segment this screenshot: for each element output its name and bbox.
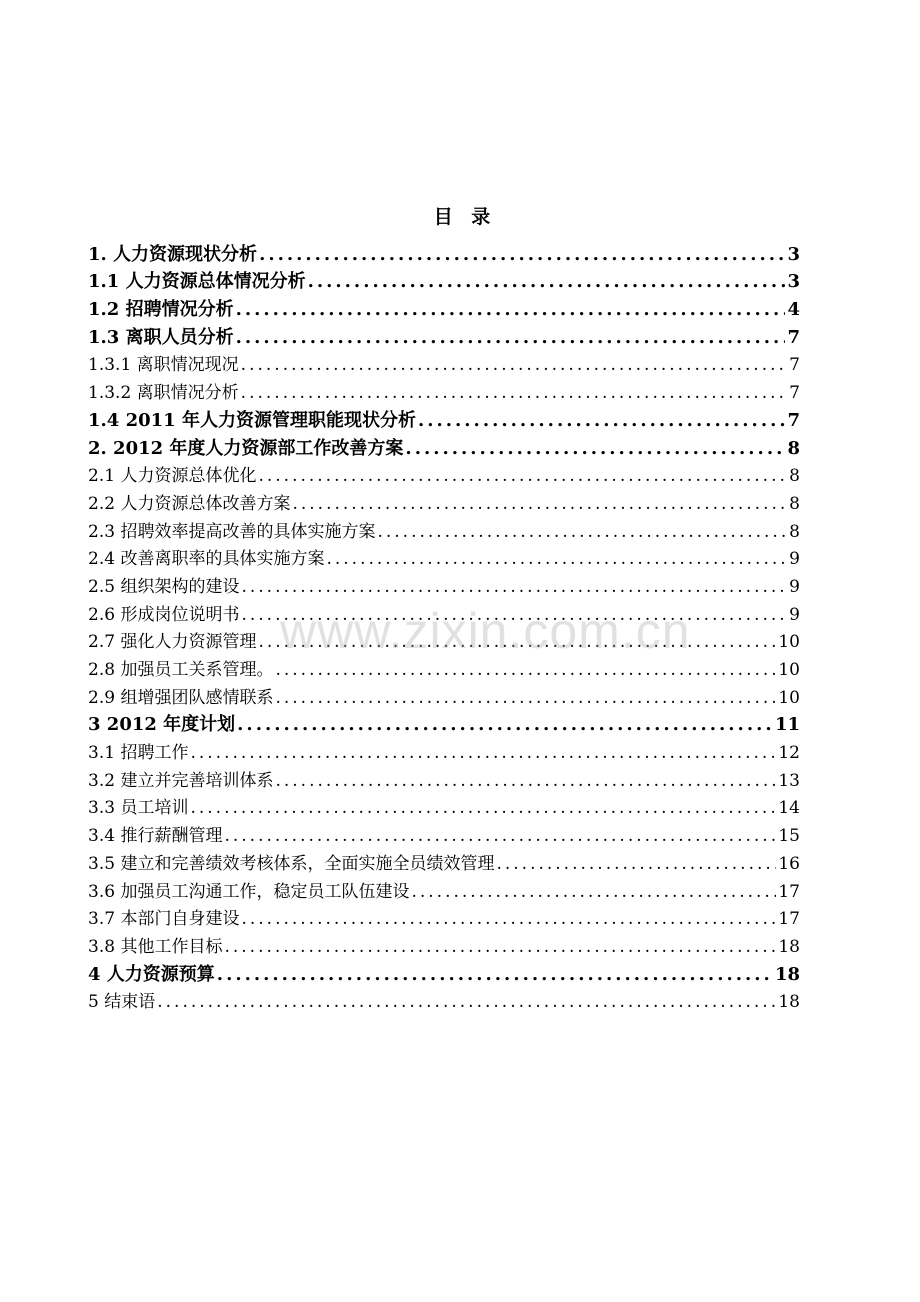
toc-dot-leader [241,604,787,626]
toc-entry-text: 3.2 建立并完善培训体系 [88,770,274,791]
toc-entry-text: 2.2 人力资源总体改善方案 [88,493,291,514]
toc-entry[interactable] [88,903,800,931]
toc-entry[interactable] [88,376,800,404]
toc-entry-text: 2. 2012 年度人力资源部工作改善方案 [88,437,404,459]
toc-dot-leader [224,936,776,958]
toc-title: 目 录 [433,206,497,228]
toc-entry-text: 3.3 员工培训 [88,798,189,819]
toc-page-number: 7 [789,383,800,404]
toc-dot-leader [241,382,788,404]
toc-page-number: 17 [778,881,800,902]
toc-entry-text: 1.3.2 离职情况分析 [88,383,239,404]
toc-page-number: 9 [789,549,800,570]
toc-entry-text: 3.6 加强员工沟通工作，稳定员工队伍建设 [88,881,410,902]
toc-page-number: 10 [778,632,800,653]
toc-entry-text: 1.1 人力资源总体情况分析 [88,271,306,293]
toc-entry-text: 3 2012 年度计划 [88,714,236,736]
toc-entry[interactable] [88,570,800,598]
toc-page-number: 14 [778,798,800,819]
toc-entry[interactable] [88,321,800,349]
toc-dot-leader [217,964,773,986]
toc-dot-leader [275,687,776,709]
toc-dot-leader [292,493,787,515]
toc-page-number: 9 [789,576,800,597]
toc-page-number: 13 [778,770,800,791]
toc-dot-leader [308,271,786,293]
toc-page-number: 15 [778,826,800,847]
toc-dot-leader [258,631,776,653]
toc-entry[interactable] [88,958,800,986]
toc-entry[interactable] [88,792,800,820]
toc-entry[interactable] [88,349,800,377]
toc-page-number: 11 [774,714,800,736]
toc-page-number: 4 [787,299,800,321]
toc-dot-leader [190,797,776,819]
toc-entry-text: 2.4 改善离职率的具体实施方案 [88,549,325,570]
toc-page-number: 3 [787,243,800,265]
toc-dot-leader [377,521,787,543]
toc-entry-text: 2.5 组织架构的建设 [88,576,240,597]
toc-dot-leader [496,853,776,875]
toc-page-number: 18 [778,992,800,1013]
toc-entry-text: 3.8 其他工作目标 [88,936,223,957]
toc-page-number: 8 [789,493,800,514]
toc-dot-leader [236,327,786,349]
toc-entry[interactable] [88,875,800,903]
toc-dot-leader [326,548,787,570]
toc-entry[interactable] [88,681,800,709]
toc-entry[interactable] [88,598,800,626]
toc-entry-text: 1.3.1 离职情况现况 [88,355,239,376]
toc-entry[interactable] [88,626,800,654]
toc-entry-text: 2.3 招聘效率提高改善的具体实施方案 [88,521,376,542]
toc-page-number: 17 [778,909,800,930]
toc-entry-text: 2.6 形成岗位说明书 [88,604,240,625]
toc-entry[interactable] [88,736,800,764]
toc-entry[interactable] [88,764,800,792]
toc-dot-leader [405,438,785,460]
toc-entry-text: 3.1 招聘工作 [88,743,189,764]
toc-entry-text: 2.9 组增强团队感情联系 [88,687,274,708]
watermark: www.zixin.com.cn [280,603,691,659]
toc-entry[interactable] [88,238,800,266]
toc-entry-text: 3.5 建立和完善绩效考核体系，全面实施全员绩效管理 [88,853,495,874]
toc-dot-leader [190,742,776,764]
toc-entry-text: 4 人力资源预算 [88,963,215,985]
table-of-contents [88,238,800,1013]
toc-entry[interactable] [88,819,800,847]
toc-entry-text: 2.1 人力资源总体优化 [88,466,257,487]
toc-entry-text: 3.7 本部门自身建设 [88,909,240,930]
toc-dot-leader [411,881,776,903]
toc-dot-leader [258,465,787,487]
toc-entry-text: 1. 人力资源现状分析 [88,243,258,265]
toc-entry[interactable] [88,543,800,571]
toc-page-number: 10 [778,687,800,708]
toc-page-number: 10 [778,660,800,680]
toc-entry[interactable] [88,653,800,681]
toc-dot-leader [241,576,787,598]
toc-entry[interactable] [88,432,800,460]
toc-page-number: 8 [789,466,800,487]
toc-dot-leader [237,714,773,736]
toc-page-number: 8 [787,437,800,459]
toc-page-number: 8 [789,521,800,542]
toc-dot-leader [418,410,786,432]
toc-dot-leader [275,770,776,792]
toc-entry-text: 2.8 加强员工关系管理。 [88,660,274,680]
toc-entry-text: 3.4 推行薪酬管理 [88,826,223,847]
toc-entry-text: 1.3 离职人员分析 [88,326,234,348]
toc-dot-leader [236,299,786,321]
toc-dot-leader [275,659,776,681]
toc-page-number: 3 [787,271,800,293]
toc-page-number: 9 [789,604,800,625]
toc-entry-text: 1.4 2011 年人力资源管理职能现状分析 [88,409,416,431]
toc-entry[interactable] [88,709,800,737]
toc-page-number: 7 [787,326,800,348]
toc-entry-text: 5 结束语 [88,992,156,1013]
toc-dot-leader [241,908,776,930]
toc-page-number: 7 [787,409,800,431]
toc-entry[interactable] [88,487,800,515]
toc-entry-text: 2.7 强化人力资源管理 [88,632,257,653]
toc-entry[interactable] [88,266,800,294]
toc-page-number: 16 [778,853,800,874]
toc-dot-leader [241,354,788,376]
toc-dot-leader [224,825,776,847]
toc-dot-leader [157,991,776,1013]
toc-page-number: 12 [778,743,800,764]
toc-entry[interactable] [88,404,800,432]
toc-entry[interactable] [88,930,800,958]
toc-entry[interactable] [88,460,800,488]
toc-entry-text: 1.2 招聘情况分析 [88,299,234,321]
toc-entry[interactable] [88,986,800,1014]
toc-entry[interactable] [88,847,800,875]
toc-dot-leader [259,244,785,266]
toc-page-number: 7 [789,355,800,376]
toc-page-number: 18 [778,936,800,957]
toc-entry[interactable] [88,293,800,321]
toc-entry[interactable] [88,515,800,543]
toc-page-number: 18 [774,963,800,985]
